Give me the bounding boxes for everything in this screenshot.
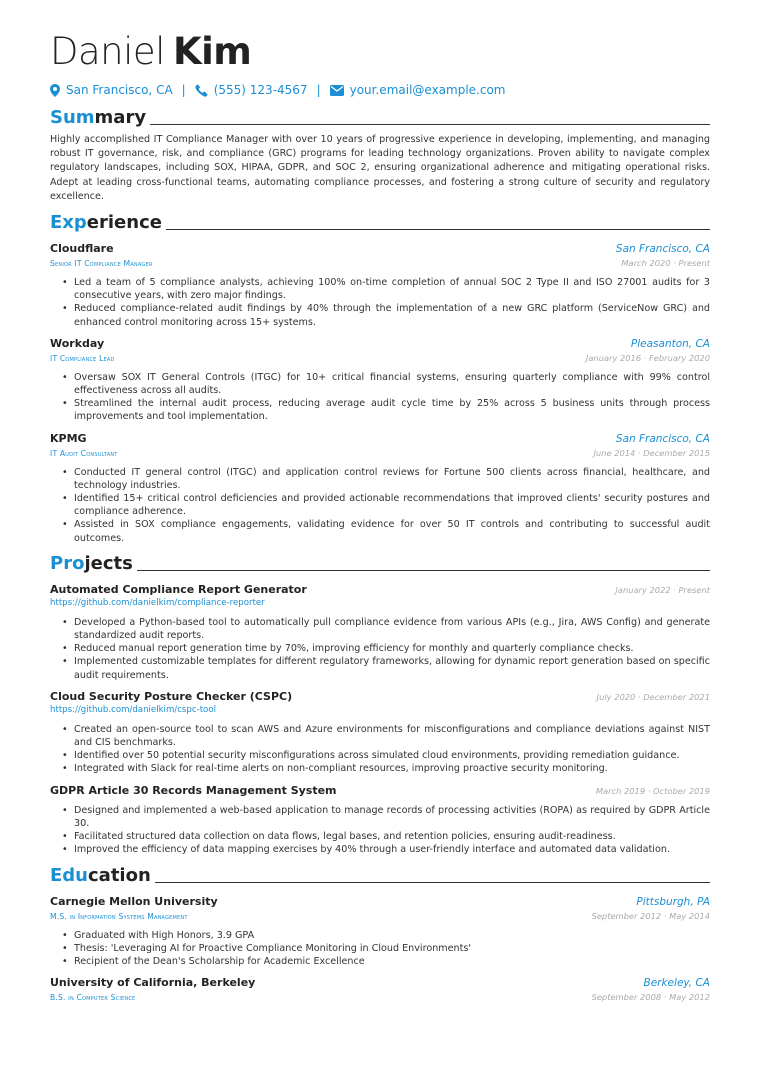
- bullet-item: • Reduced manual report generation time by 70%, improving efficiency for monthly and quarterly compliance checks.: [62, 642, 710, 655]
- entry-location: San Francisco, CA: [615, 432, 710, 445]
- map-marker-icon: [50, 84, 60, 97]
- school-name: Carnegie Mellon University: [50, 894, 218, 908]
- entry-location: Pittsburgh, PA: [636, 895, 710, 908]
- section-title: Projects: [50, 552, 133, 574]
- company-name: Workday: [50, 336, 105, 350]
- project-link[interactable]: https://github.com/danielkim/cspc-tool: [50, 704, 216, 715]
- bullet-item: • Identified 15+ critical control deficiencies and provided actionable recommendations that improved clients' security postures and compliance adherence.: [62, 492, 710, 518]
- summary-text: Highly accomplished IT Compliance Manager with over 10 years of progressive experience in developing, implementing, and managing robust IT governance, risk, and compliance (GRC) programs for leading technology organizations. Proven ability to navigate complex regulatory landscapes, including SOX, HIPAA, GDPR, and SOC 2, ensuring organizational adherence and mitigating operational risks. Adept at leading cross-functional teams, automating compliance processes, and fostering a strong culture of security and regulatory excellence.: [50, 134, 710, 202]
- section-heading: [50, 105, 710, 129]
- degree: B.S. in Computer Science: [50, 993, 136, 1003]
- entry-dates: July 2020 · December 2021: [596, 691, 710, 702]
- job-role: Senior IT Compliance Manager: [50, 259, 153, 269]
- summary-section: [50, 105, 710, 204]
- bullet-list: [50, 466, 710, 545]
- bullet-item: • Designed and implemented a web-based application to manage records of processing activities (ROPA) as required by GDPR Article 30.: [62, 804, 710, 830]
- email-link: your.email@example.com: [349, 83, 506, 97]
- bullet-item: • Oversaw SOX IT General Controls (ITGC) for 10+ critical financial systems, ensuring quarterly compliance with 99% control effectiveness across all audits.: [62, 371, 710, 397]
- bullet-item: • Graduated with High Honors, 3.9 GPA: [62, 929, 710, 942]
- section-heading: [50, 210, 710, 234]
- bullet-item: • Integrated with Slack for real-time alerts on non-compliant resources, improving proactive security monitoring.: [62, 762, 710, 775]
- contact-location: [50, 83, 173, 97]
- phone-text: (555) 123-4567: [213, 83, 308, 97]
- section-rule: [155, 882, 710, 883]
- experience-entry: [50, 336, 710, 424]
- phone-icon: [195, 84, 208, 97]
- experience-section: [50, 210, 710, 545]
- bullet-item: • Led a team of 5 compliance analysts, achieving 100% on-time completion of annual SOC 2 Type II and ISO 27001 audits for 3 consecutive years, with zero major findings.: [62, 276, 710, 302]
- bullet-item: • Facilitated structured data collection on data flows, legal bases, and retention policies, ensuring audit-readiness.: [62, 830, 710, 843]
- entry-dates: September 2008 · May 2012: [591, 992, 710, 1003]
- section-heading: [50, 863, 710, 887]
- project-entry: [50, 582, 710, 682]
- experience-entry: [50, 431, 710, 545]
- section-rule: [137, 570, 710, 571]
- section-heading: [50, 551, 710, 575]
- bullet-item: • Developed a Python-based tool to automatically pull compliance evidence from various APIs (e.g., Jira, AWS Config) and generate standardized audit reports.: [62, 616, 710, 642]
- education-section: [50, 863, 710, 1005]
- project-name: Cloud Security Posture Checker (CSPC): [50, 689, 293, 703]
- entry-dates: March 2020 · Present: [621, 258, 710, 269]
- entry-dates: September 2012 · May 2014: [591, 910, 710, 921]
- entry-dates: January 2022 · Present: [615, 584, 710, 595]
- contact-line: [50, 83, 710, 97]
- bullet-list: [50, 276, 710, 329]
- entry-location: San Francisco, CA: [615, 243, 710, 256]
- project-entry: [50, 689, 710, 776]
- bullet-item: • Implemented customizable templates for different regulatory frameworks, allowing for dynamic report generation based on specific audit requirements.: [62, 655, 710, 681]
- entry-dates: January 2016 · February 2020: [585, 352, 710, 363]
- bullet-list: [50, 616, 710, 682]
- project-name: Automated Compliance Report Generator: [50, 582, 307, 596]
- entry-dates: March 2019 · October 2019: [595, 785, 710, 796]
- contact-phone[interactable]: [195, 83, 308, 97]
- entry-dates: June 2014 · December 2015: [593, 447, 710, 458]
- bullet-item: • Created an open-source tool to scan AWS and Azure environments for misconfigurations and compliance deviations against NIST and CIS benchmarks.: [62, 723, 710, 749]
- education-entry: [50, 894, 710, 969]
- bullet-item: • Reduced compliance-related audit findings by 40% through the implementation of a new GRC platform (ServiceNow GRC) and enhanced control monitoring across 15+ systems.: [62, 302, 710, 328]
- project-link[interactable]: https://github.com/danielkim/compliance-reporter: [50, 597, 265, 608]
- school-name: University of California, Berkeley: [50, 976, 256, 990]
- company-name: KPMG: [50, 431, 87, 445]
- entry-location: Berkeley, CA: [643, 977, 710, 990]
- bullet-item: • Recipient of the Dean's Scholarship for Academic Excellence: [62, 955, 710, 968]
- bullet-item: • Streamlined the internal audit process, reducing average audit cycle time by 25% across 5 business units through process improvements and tool implementation.: [62, 397, 710, 423]
- job-role: IT Compliance Lead: [50, 353, 115, 363]
- bullet-item: • Assisted in SOX compliance engagements, validating evidence for over 50 IT controls and contributing to successful audit outcomes.: [62, 518, 710, 544]
- envelope-icon: [330, 85, 344, 96]
- section-title: Education: [50, 864, 151, 886]
- experience-entry: [50, 241, 710, 329]
- bullet-item: • Thesis: 'Leveraging AI for Proactive Compliance Monitoring in Cloud Environments': [62, 942, 710, 955]
- bullet-item: • Improved the efficiency of data mapping exercises by 40% through a user-friendly interface and automated data validation.: [62, 843, 710, 856]
- last-name: Kim: [172, 30, 252, 73]
- bullet-list: [50, 723, 710, 776]
- section-rule: [166, 229, 710, 230]
- project-name: GDPR Article 30 Records Management System: [50, 783, 337, 797]
- section-title: Summary: [50, 107, 147, 128]
- education-entry: [50, 975, 710, 1004]
- project-entry: [50, 783, 710, 857]
- contact-separator: |: [316, 83, 321, 97]
- contact-email[interactable]: [330, 83, 506, 97]
- entry-location: Pleasanton, CA: [630, 337, 710, 350]
- bullet-list: [50, 371, 710, 424]
- job-role: IT Audit Consultant: [50, 448, 118, 458]
- section-title: Experience: [50, 212, 162, 234]
- company-name: Cloudflare: [50, 242, 114, 256]
- degree: M.S. in Information Systems Management: [50, 911, 188, 921]
- candidate-name: [50, 30, 710, 74]
- section-rule: [150, 124, 710, 125]
- bullet-item: • Identified over 50 potential security misconfigurations across simulated cloud environments, providing remediation guidance.: [62, 749, 710, 762]
- bullet-item: • Conducted IT general control (ITGC) and application control reviews for Fortune 500 clients across financial, healthcare, and technology industries.: [62, 466, 710, 492]
- bullet-list: [50, 929, 710, 969]
- contact-separator: |: [181, 83, 186, 97]
- first-name: Daniel: [50, 30, 165, 73]
- resume-page: [50, 30, 710, 1004]
- location-text: San Francisco, CA: [66, 83, 173, 97]
- bullet-list: [50, 804, 710, 857]
- projects-section: [50, 551, 710, 857]
